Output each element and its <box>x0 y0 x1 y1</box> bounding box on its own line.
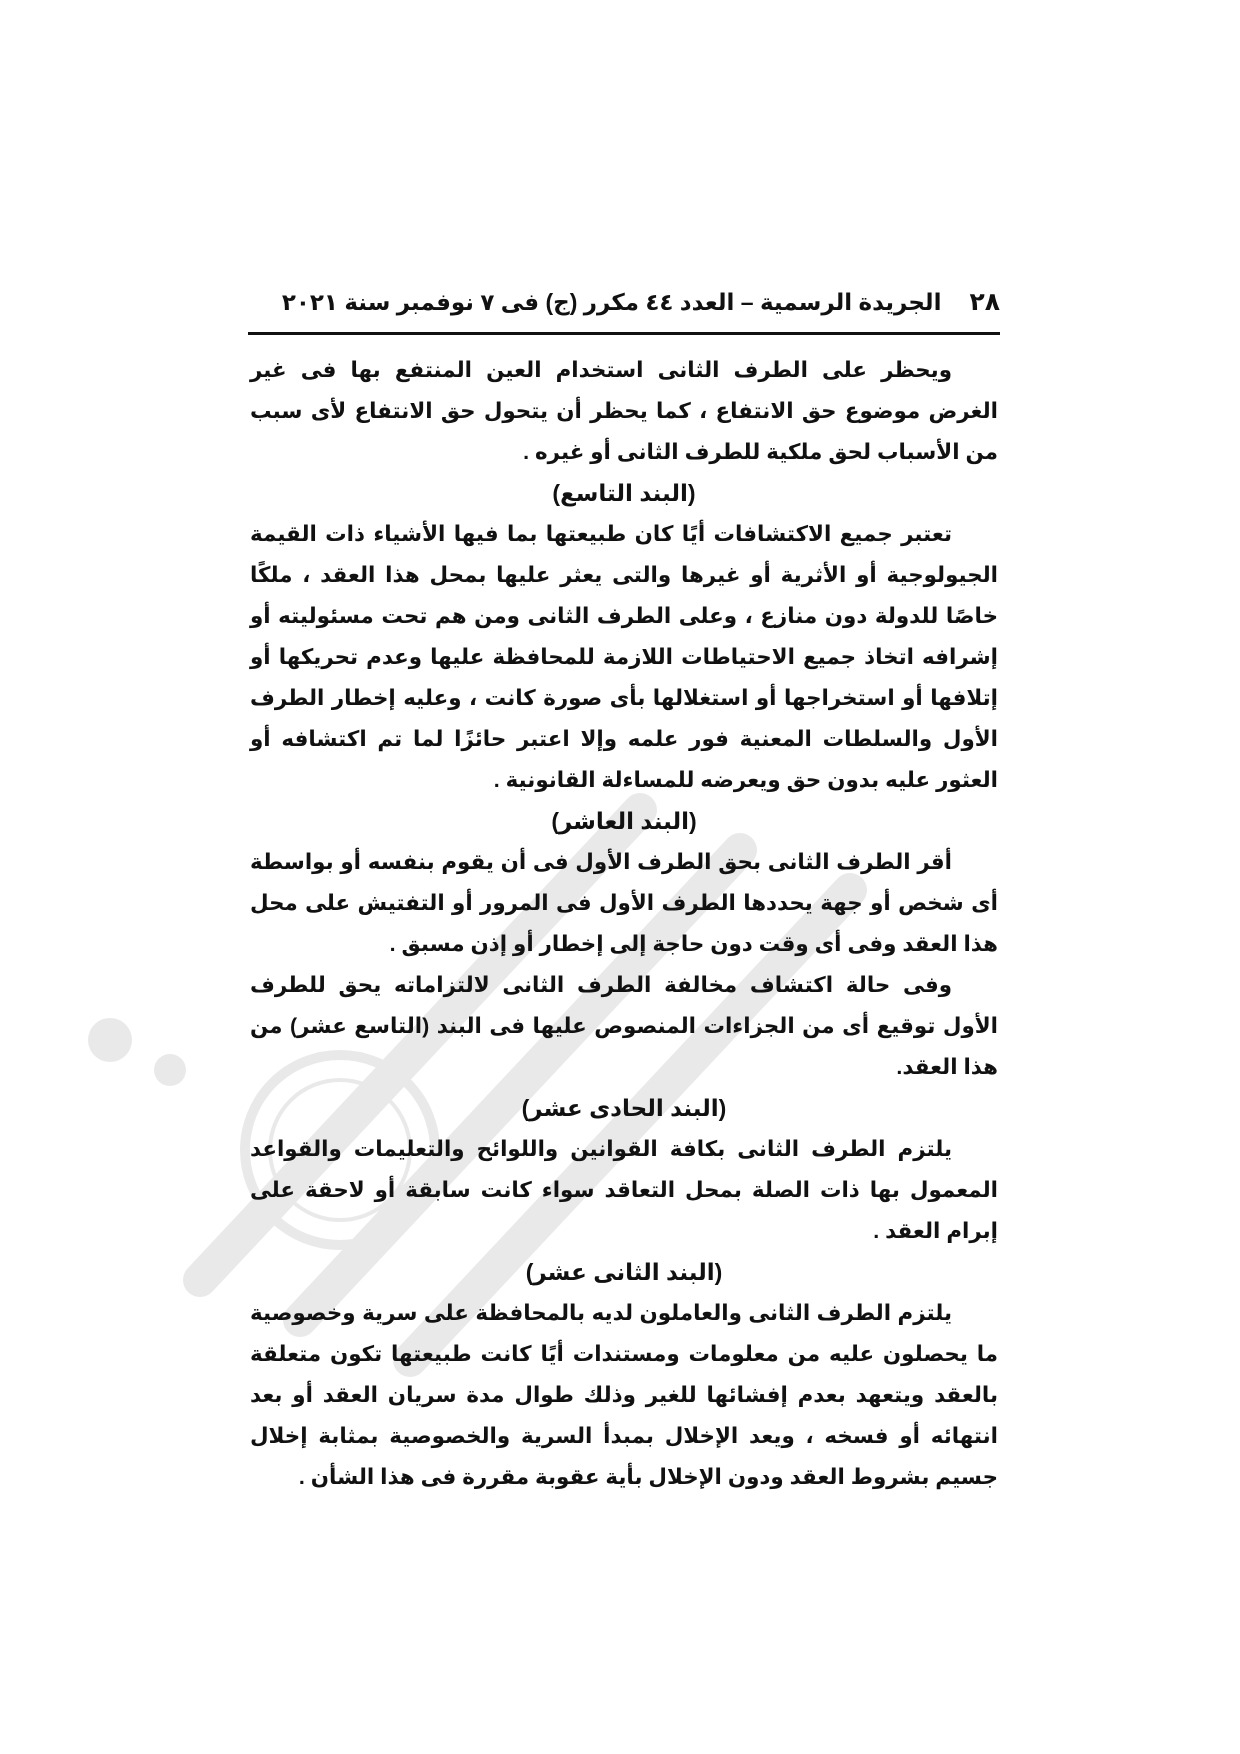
section-heading-ninth: (البند التاسع) <box>552 480 696 506</box>
body-paragraph: وفى حالة اكتشاف مخالفة الطرف الثانى لالتزاماته يحق للطرف الأول توقيع أى من الجزاءات المنصوص عليها فى البند (التاسع عشر) من هذا العقد. <box>250 973 998 1079</box>
body-paragraph: تعتبر جميع الاكتشافات أيًا كان طبيعتها بما فيها الأشياء ذات القيمة الجيولوجية أو الأثرية أو غيرها والتى يعثر عليها بمحل هذا العقد ، ملكًا خاصًا للدولة دون منازع ، وعلى الطرف الثانى ومن هم تحت مسئوليته أو إشرافه اتخاذ جميع الاحتياطات اللازمة للمحافظة عليها وعدم تحريكها أو إتلافها أو استخراجها أو استغلالها بأى صورة كانت ، وعليه إخطار الطرف الأول والسلطات المعنية فور علمه وإلا اعتبر حائزًا لما تم اكتشافه أو العثور عليه بدون حق ويعرضه للمساءلة القانونية . <box>250 522 998 792</box>
page-header <box>248 282 1000 322</box>
page-number: ٢٨ <box>969 288 1000 316</box>
document-body <box>250 350 998 1498</box>
section-heading-eleventh: (البند الحادى عشر) <box>521 1095 727 1121</box>
section-heading-tenth: (البند العاشر) <box>551 808 697 834</box>
body-paragraph: أقر الطرف الثانى بحق الطرف الأول فى أن يقوم بنفسه أو بواسطة أى شخص أو جهة يحددها الطرف الأول فى المرور أو التفتيش على محل هذا العقد وفى أى وقت دون حاجة إلى إخطار أو إذن مسبق . <box>250 850 998 956</box>
section-heading-twelfth: (البند الثانى عشر) <box>525 1259 723 1285</box>
body-paragraph: يلتزم الطرف الثانى بكافة القوانين واللوائح والتعليمات والقواعد المعمول بها ذات الصلة بمحل التعاقد سواء كانت سابقة أو لاحقة على إبرام العقد . <box>250 1137 998 1243</box>
gazette-issue-title: الجريدة الرسمية – العدد ٤٤ مكرر (ج) فى ٧ نوفمبر سنة ٢٠٢١ <box>281 288 942 315</box>
header-divider <box>248 332 1000 335</box>
body-paragraph: ويحظر على الطرف الثانى استخدام العين المنتفع بها فى غير الغرض موضوع حق الانتفاع ، كما يحظر أن يتحول حق الانتفاع لأى سبب من الأسباب لحق ملكية للطرف الثانى أو غيره . <box>250 358 998 464</box>
body-paragraph: يلتزم الطرف الثانى والعاملون لديه بالمحافظة على سرية وخصوصية ما يحصلون عليه من معلومات ومستندات أيًا كانت طبيعتها تكون متعلقة بالعقد ويتعهد بعدم إفشائها للغير وذلك طوال مدة سريان العقد أو بعد انتهائه أو فسخه ، ويعد الإخلال بمبدأ السرية والخصوصية بمثابة إخلال جسيم بشروط العقد ودون الإخلال بأية عقوبة مقررة فى هذا الشأن . <box>250 1301 998 1489</box>
